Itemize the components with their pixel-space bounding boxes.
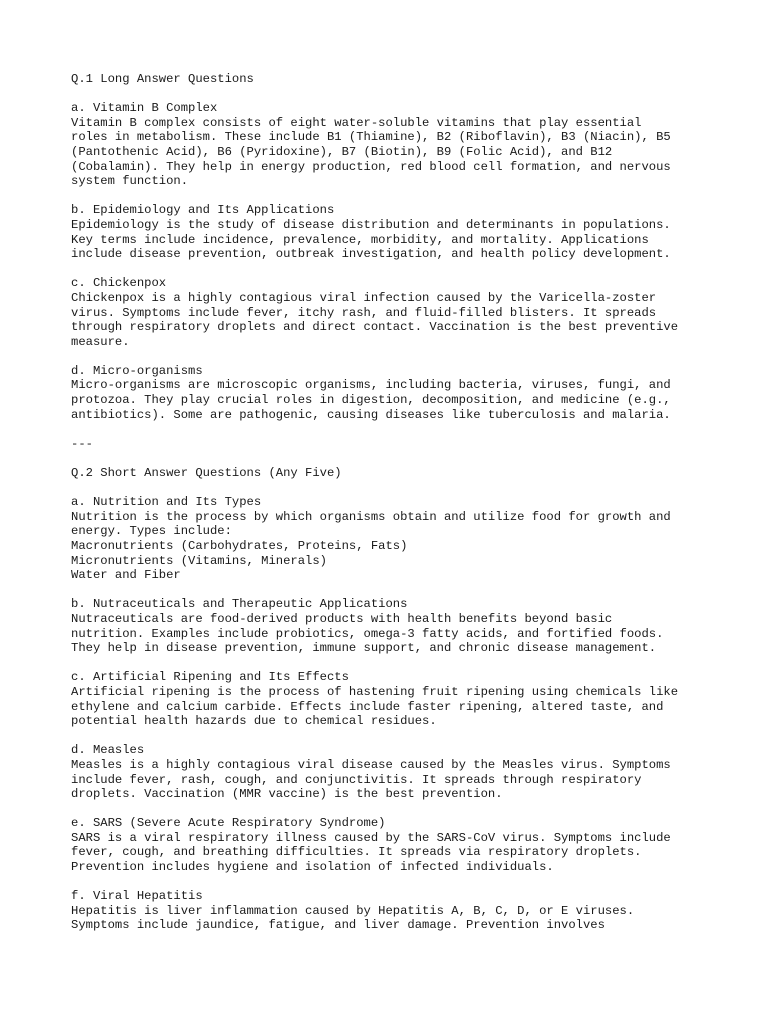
section-text-line: Water and Fiber bbox=[71, 568, 181, 583]
section-text-line: include fever, rash, cough, and conjunctivitis. It spreads through respiratory bbox=[71, 772, 642, 787]
q1-section-epidemiology bbox=[71, 203, 731, 261]
section-text-line: Chickenpox is a highly contagious viral infection caused by the Varicella-zoster bbox=[71, 290, 657, 305]
section-text-line: SARS is a viral respiratory illness caused by the SARS-CoV virus. Symptoms include bbox=[71, 830, 671, 845]
separator: --- bbox=[71, 436, 93, 451]
section-text-line: Micronutrients (Vitamins, Minerals) bbox=[71, 553, 327, 568]
section-title: b. Epidemiology and Its Applications bbox=[71, 203, 335, 218]
q1-section-vitamin-b bbox=[71, 101, 731, 189]
spacer bbox=[71, 87, 731, 102]
q1-section-chickenpox bbox=[71, 276, 731, 349]
spacer bbox=[71, 729, 731, 744]
section-text-line: nutrition. Examples include probiotics, omega-3 fatty acids, and fortified foods. bbox=[71, 626, 664, 641]
section-text-line: Macronutrients (Carbohydrates, Proteins, Fats) bbox=[71, 539, 408, 553]
q1-section-micro-organisms bbox=[71, 364, 731, 422]
section-title: a. Nutrition and Its Types bbox=[71, 495, 262, 510]
q2-section-measles bbox=[71, 743, 731, 801]
section-text-line: (Cobalamin). They help in energy production, red blood cell formation, and nervous bbox=[71, 159, 671, 174]
section-text-line: virus. Symptoms include fever, itchy rash, and fluid-filled blisters. It spreads bbox=[71, 305, 657, 320]
section-text-line: Symptoms include jaundice, fatigue, and liver damage. Prevention involves bbox=[71, 918, 605, 933]
section-text-line: measure. bbox=[71, 334, 130, 349]
spacer bbox=[71, 875, 731, 890]
spacer bbox=[71, 802, 731, 817]
section-text-line: Key terms include incidence, prevalence, morbidity, and mortality. Applications bbox=[71, 232, 649, 247]
section-text-line: (Pantothenic Acid), B6 (Pyridoxine), B7 (Biotin), B9 (Folic Acid), and B12 bbox=[71, 144, 613, 159]
section-text-line: through respiratory droplets and direct contact. Vaccination is the best preventive bbox=[71, 320, 679, 335]
section-text-line: droplets. Vaccination (MMR vaccine) is the best prevention. bbox=[71, 787, 503, 802]
section-text-line: Artificial ripening is the process of hastening fruit ripening using chemicals like bbox=[71, 684, 679, 699]
q1-heading: Q.1 Long Answer Questions bbox=[71, 72, 254, 86]
section-text-line: Micro-organisms are microscopic organisms, including bacteria, viruses, fungi, and bbox=[71, 378, 671, 393]
section-text-line: protozoa. They play crucial roles in digestion, decomposition, and medicine (e.g., bbox=[71, 393, 671, 408]
section-text-line: fever, cough, and breathing difficulties. It spreads via respiratory droplets. bbox=[71, 845, 642, 860]
spacer bbox=[71, 189, 731, 204]
section-text-line: Epidemiology is the study of disease distribution and determinants in populations. bbox=[71, 217, 671, 232]
q2-heading: Q.2 Short Answer Questions (Any Five) bbox=[71, 466, 342, 481]
spacer bbox=[71, 583, 731, 598]
q2-section-nutraceuticals bbox=[71, 597, 731, 655]
section-title: d. Measles bbox=[71, 743, 145, 758]
q2-section-nutrition bbox=[71, 495, 731, 583]
section-title: f. Viral Hepatitis bbox=[71, 889, 203, 904]
section-text-line: Nutrition is the process by which organisms obtain and utilize food for growth and bbox=[71, 509, 671, 524]
spacer bbox=[71, 422, 731, 437]
section-text-line: ethylene and calcium carbide. Effects include faster ripening, altered taste, and bbox=[71, 699, 664, 714]
section-text-line: roles in metabolism. These include B1 (Thiamine), B2 (Riboflavin), B3 (Niacin), B5 bbox=[71, 130, 671, 145]
section-text-line: system function. bbox=[71, 174, 189, 189]
section-text-line: potential health hazards due to chemical residues. bbox=[71, 714, 437, 729]
section-title: d. Micro-organisms bbox=[71, 363, 203, 378]
spacer bbox=[71, 262, 731, 277]
section-text-line: energy. Types include: bbox=[71, 524, 232, 539]
section-text-line: Measles is a highly contagious viral disease caused by the Measles virus. Symptoms bbox=[71, 757, 671, 772]
q2-section-sars bbox=[71, 816, 731, 874]
section-title: c. Chickenpox bbox=[71, 276, 167, 291]
section-title: e. SARS (Severe Acute Respiratory Syndrome) bbox=[71, 816, 386, 831]
document-page bbox=[71, 72, 731, 933]
section-title: b. Nutraceuticals and Therapeutic Applications bbox=[71, 597, 408, 612]
spacer bbox=[71, 451, 731, 466]
spacer bbox=[71, 656, 731, 671]
q2-section-viral-hepatitis bbox=[71, 889, 731, 933]
section-title: a. Vitamin B Complex bbox=[71, 101, 218, 116]
q2-section-artificial-ripening bbox=[71, 670, 731, 728]
section-text-line: They help in disease prevention, immune support, and chronic disease management. bbox=[71, 641, 657, 656]
section-text-line: Nutraceuticals are food-derived products with health benefits beyond basic bbox=[71, 611, 613, 626]
spacer bbox=[71, 481, 731, 496]
section-text-line: Hepatitis is liver inflammation caused by Hepatitis A, B, C, D, or E viruses. bbox=[71, 903, 635, 918]
section-text-line: Prevention includes hygiene and isolation of infected individuals. bbox=[71, 860, 554, 875]
section-text-line: Vitamin B complex consists of eight water-soluble vitamins that play essential bbox=[71, 115, 642, 130]
section-text-line: include disease prevention, outbreak investigation, and health policy development. bbox=[71, 247, 671, 262]
spacer bbox=[71, 349, 731, 364]
section-title: c. Artificial Ripening and Its Effects bbox=[71, 670, 349, 685]
section-text-line: antibiotics). Some are pathogenic, causing diseases like tuberculosis and malaria. bbox=[71, 407, 671, 422]
